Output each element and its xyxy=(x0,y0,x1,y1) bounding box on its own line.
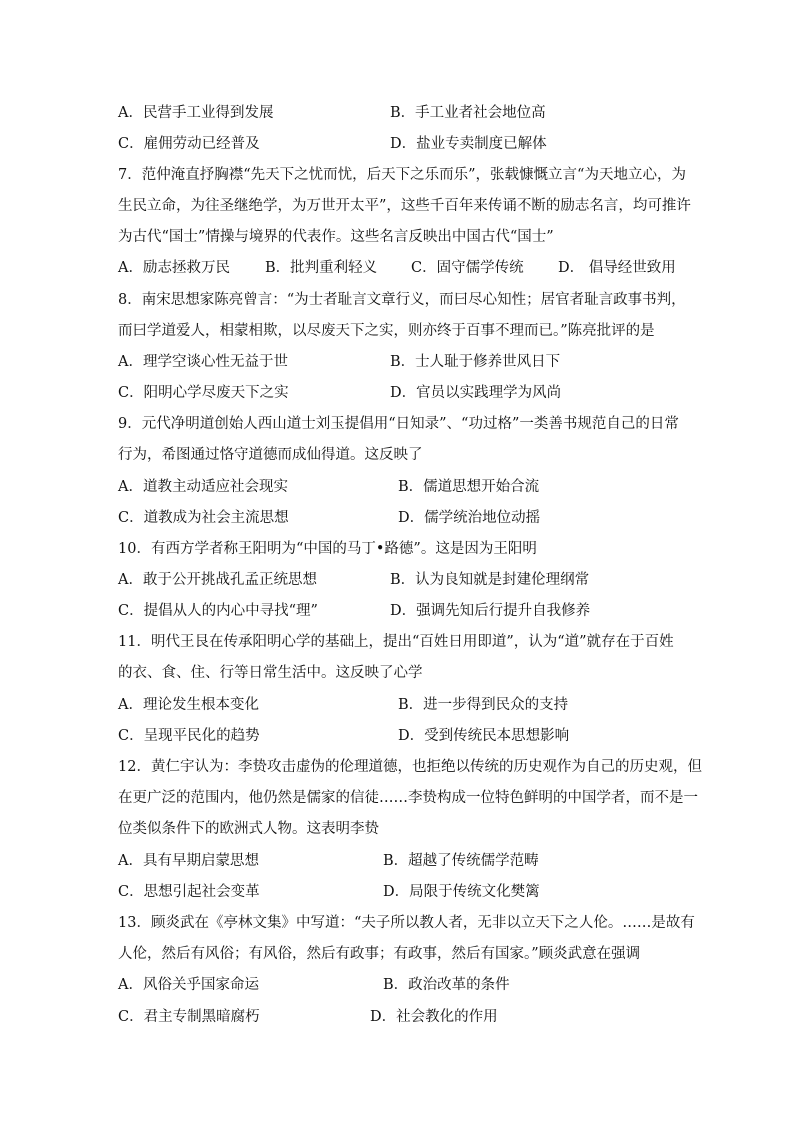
q10-options-row-2 xyxy=(118,601,688,621)
q9-stem-line-2: 行为，希图通过恪守道德而成仙得道。这反映了 xyxy=(118,447,423,463)
q9-options-row-1 xyxy=(118,477,688,497)
q10-option-a[interactable]: A．敢于公开挑战孔孟正统思想 xyxy=(118,572,317,588)
q7-stem-line-3: 为古代“国士”情操与境界的代表作。这些名言反映出中国古代“国士” xyxy=(118,229,554,245)
q7-options-row xyxy=(118,258,688,278)
q6-option-c[interactable]: C．雇佣劳动已经普及 xyxy=(118,136,260,152)
q12-stem-line-1: 12．黄仁宇认为：李贽攻击虚伪的伦理道德，也拒绝以传统的历史观作为自己的历史观，但 xyxy=(118,759,702,775)
q8-stem-line-2: 而曰学道爱人，相蒙相欺，以尽废天下之实，则亦终于百事不理而已。”陈亮批评的是 xyxy=(118,323,655,339)
q11-option-c[interactable]: C．呈现平民化的趋势 xyxy=(118,728,260,744)
q12-stem-line-2: 在更广泛的范围内，他仍然是儒家的信徒……李贽构成一位特色鲜明的中国学者，而不是一 xyxy=(118,790,698,806)
q7-option-b[interactable]: B．批判重利轻义 xyxy=(265,260,378,276)
q12-option-b[interactable]: B．超越了传统儒学范畴 xyxy=(383,853,539,869)
q13-option-b[interactable]: B．政治改革的条件 xyxy=(383,977,510,993)
q11-option-d[interactable]: D．受到传统民本思想影响 xyxy=(398,728,570,744)
q10-option-c[interactable]: C．提倡从人的内心中寻找“理” xyxy=(118,603,318,619)
q13-stem-line-2: 人伦，然后有风俗；有风俗，然后有政事；有政事，然后有国家。”顾炎武意在强调 xyxy=(118,946,641,962)
q9-stem-line-1: 9．元代净明道创始人西山道士刘玉提倡用“日知录”、“功过格”一类善书规范自己的日常 xyxy=(118,416,679,432)
q11-options-row-2 xyxy=(118,726,688,746)
q13-option-a[interactable]: A．风俗关乎国家命运 xyxy=(118,977,259,993)
q9-option-d[interactable]: D．儒学统治地位动摇 xyxy=(398,510,541,526)
q7-stem-line-1: 7．范仲淹直抒胸襟“先天下之忧而忧，后天下之乐而乐”，张载慷慨立言“为天地立心，为 xyxy=(118,167,686,183)
q8-option-b[interactable]: B．士人耻于修养世风日下 xyxy=(390,354,561,370)
q8-options-row-1 xyxy=(118,352,688,372)
q8-option-a[interactable]: A．理学空谈心性无益于世 xyxy=(118,354,288,370)
q11-option-b[interactable]: B．进一步得到民众的支持 xyxy=(398,697,569,713)
q13-option-d[interactable]: D．社会教化的作用 xyxy=(370,1009,498,1025)
q11-stem-line-1: 11．明代王艮在传承阳明心学的基础上，提出“百姓日用即道”，认为“道”就存在于百姓 xyxy=(118,634,674,650)
q10-option-d[interactable]: D．强调先知后行提升自我修养 xyxy=(390,603,591,619)
q8-stem-line-1: 8．南宋思想家陈亮曾言：“为士者耻言文章行义，而曰尽心知性；居官者耻言政事书判， xyxy=(118,292,686,308)
q12-option-d[interactable]: D．局限于传统文化樊篱 xyxy=(383,884,540,900)
q12-options-row-1 xyxy=(118,851,688,871)
q6-option-d[interactable]: D．盐业专卖制度已解体 xyxy=(390,136,547,152)
q8-options-row-2 xyxy=(118,383,688,403)
q10-option-b[interactable]: B．认为良知就是封建伦理纲常 xyxy=(390,572,590,588)
q13-option-c[interactable]: C．君主专制黑暗腐朽 xyxy=(118,1009,260,1025)
q7-stem-line-2: 生民立命，为往圣继绝学，为万世开太平”，这些千百年来传诵不断的励志名言，均可推许 xyxy=(118,198,691,214)
q13-stem-line-1: 13．顾炎武在《亭林文集》中写道：“夫子所以教人者，无非以立天下之人伦。……是故有 xyxy=(118,915,695,931)
q7-option-d[interactable]: D． 倡导经世致用 xyxy=(558,260,676,276)
q12-option-c[interactable]: C．思想引起社会变革 xyxy=(118,884,260,900)
q9-option-a[interactable]: A．道教主动适应社会现实 xyxy=(118,479,288,495)
q6-option-a[interactable]: A．民营手工业得到发展 xyxy=(118,105,274,121)
q6-options-row-1 xyxy=(118,103,688,123)
q12-options-row-2 xyxy=(118,882,688,902)
q7-option-c[interactable]: C．固守儒学传统 xyxy=(411,260,524,276)
q11-option-a[interactable]: A．理论发生根本变化 xyxy=(118,697,259,713)
q9-options-row-2 xyxy=(118,508,688,528)
q12-stem-line-3: 位类似条件下的欧洲式人物。这表明李贽 xyxy=(118,821,379,837)
q8-option-c[interactable]: C．阳明心学尽废天下之实 xyxy=(118,385,289,401)
q11-stem-line-2: 的衣、食、住、行等日常生活中。这反映了心学 xyxy=(118,665,423,681)
q6-options-row-2 xyxy=(118,134,688,154)
q10-options-row-1 xyxy=(118,570,688,590)
q13-options-row-1 xyxy=(118,975,688,995)
q9-option-b[interactable]: B．儒道思想开始合流 xyxy=(398,479,540,495)
q6-option-b[interactable]: B．手工业者社会地位高 xyxy=(390,105,546,121)
q8-option-d[interactable]: D．官员以实践理学为风尚 xyxy=(390,385,562,401)
q11-options-row-1 xyxy=(118,695,688,715)
q10-stem-line-1: 10．有西方学者称王阳明为“中国的马丁•路德”。这是因为王阳明 xyxy=(118,541,537,557)
q9-option-c[interactable]: C．道教成为社会主流思想 xyxy=(118,510,289,526)
q12-option-a[interactable]: A．具有早期启蒙思想 xyxy=(118,853,259,869)
q7-option-a[interactable]: A．励志拯救万民 xyxy=(118,260,230,276)
q13-options-row-2 xyxy=(118,1007,688,1027)
